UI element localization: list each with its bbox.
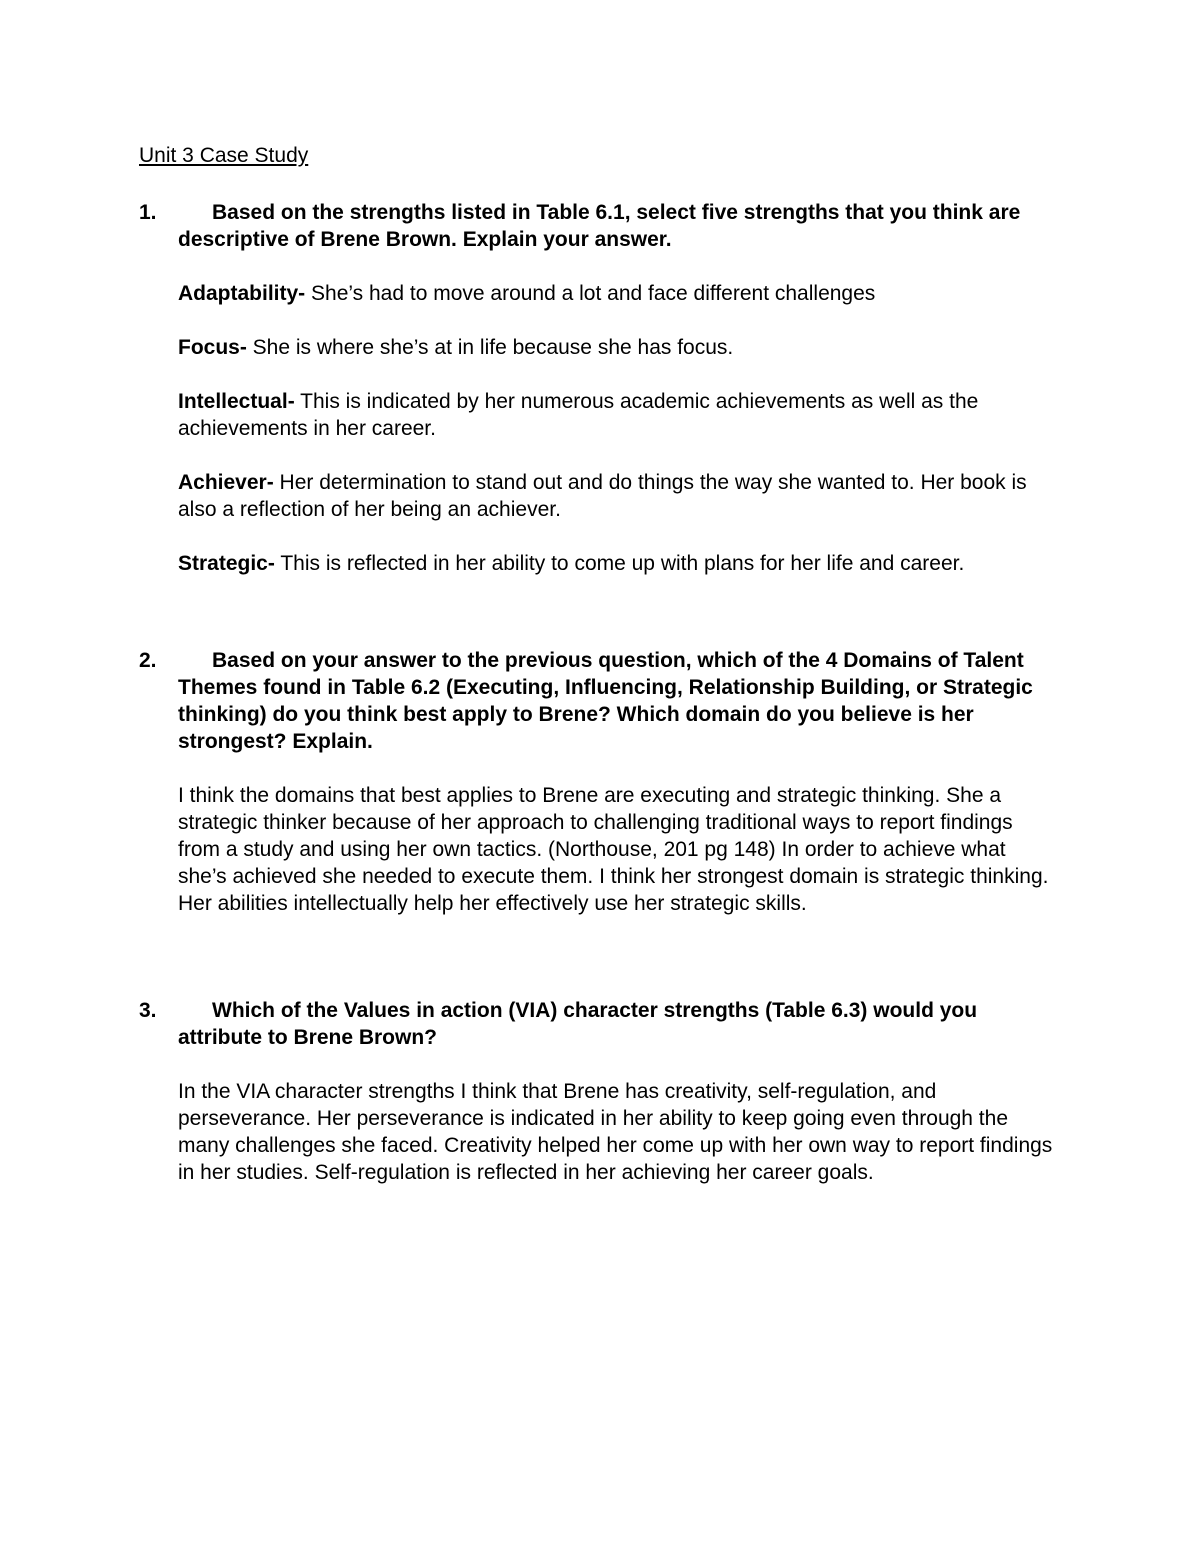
question-1 xyxy=(139,199,1060,577)
question-1-text: Based on the strengths listed in Table 6.1, select five strengths that you think are descriptive of Brene Brown. Explain your answer. xyxy=(178,201,1021,251)
strength-explanation: This is reflected in her ability to come up with plans for her life and career. xyxy=(274,552,965,575)
question-3-number: 3. xyxy=(139,999,157,1022)
question-3-text: Which of the Values in action (VIA) character strengths (Table 6.3) would you attribute to Brene Brown? xyxy=(178,999,978,1049)
strength-item-intellectual xyxy=(178,388,1060,442)
question-3-answer: In the VIA character strengths I think that Brene has creativity, self-regulation, and perseverance. Her perseverance is indicated in her ability to keep going even through the many challenges she faced. Creativity helped her come up with her own way to report findings in her studies. Self-regulation is reflected in her achieving her career goals. xyxy=(178,1080,1053,1184)
strength-term: Achiever- xyxy=(178,471,274,494)
strengths-list xyxy=(178,280,1060,577)
question-2-heading xyxy=(139,647,1060,755)
strength-term: Focus- xyxy=(178,336,247,359)
strength-term: Strategic- xyxy=(178,552,275,575)
question-2-number: 2. xyxy=(139,649,157,672)
strength-item-adaptability xyxy=(178,280,1060,307)
document-title: Unit 3 Case Study xyxy=(139,144,309,167)
question-3 xyxy=(139,997,1060,1186)
strength-term: Intellectual- xyxy=(178,390,295,413)
question-1-heading xyxy=(139,199,1060,253)
question-2-text: Based on your answer to the previous question, which of the 4 Domains of Talent Themes found in Table 6.2 (Executing, Influencing, Relationship Building, or Strategic thinking) do you think best apply to Brene? Which domain do you believe is her strongest? Explain. xyxy=(178,649,1033,753)
strength-item-strategic xyxy=(178,550,1060,577)
question-2 xyxy=(139,647,1060,917)
question-2-answer: I think the domains that best applies to Brene are executing and strategic thinking. She a strategic thinker because of her approach to challenging traditional ways to report findings from a study and using her own tactics. (Northouse, 201 pg 148) In order to achieve what she’s achieved she needed to execute them. I think her strongest domain is strategic thinking. Her abilities intellectually help her effectively use her strategic skills. xyxy=(178,784,1049,915)
strength-explanation: This is indicated by her numerous academic achievements as well as the achievements in her career. xyxy=(178,390,979,440)
strength-explanation: She is where she’s at in life because she has focus. xyxy=(246,336,734,359)
strength-explanation: She’s had to move around a lot and face different challenges xyxy=(305,282,876,305)
strength-item-achiever xyxy=(178,469,1060,523)
question-3-heading xyxy=(139,997,1060,1051)
question-1-number: 1. xyxy=(139,201,157,224)
strength-explanation: Her determination to stand out and do things the way she wanted to. Her book is also a reflection of her being an achiever. xyxy=(178,471,1027,521)
strength-term: Adaptability- xyxy=(178,282,306,305)
strength-item-focus xyxy=(178,334,1060,361)
